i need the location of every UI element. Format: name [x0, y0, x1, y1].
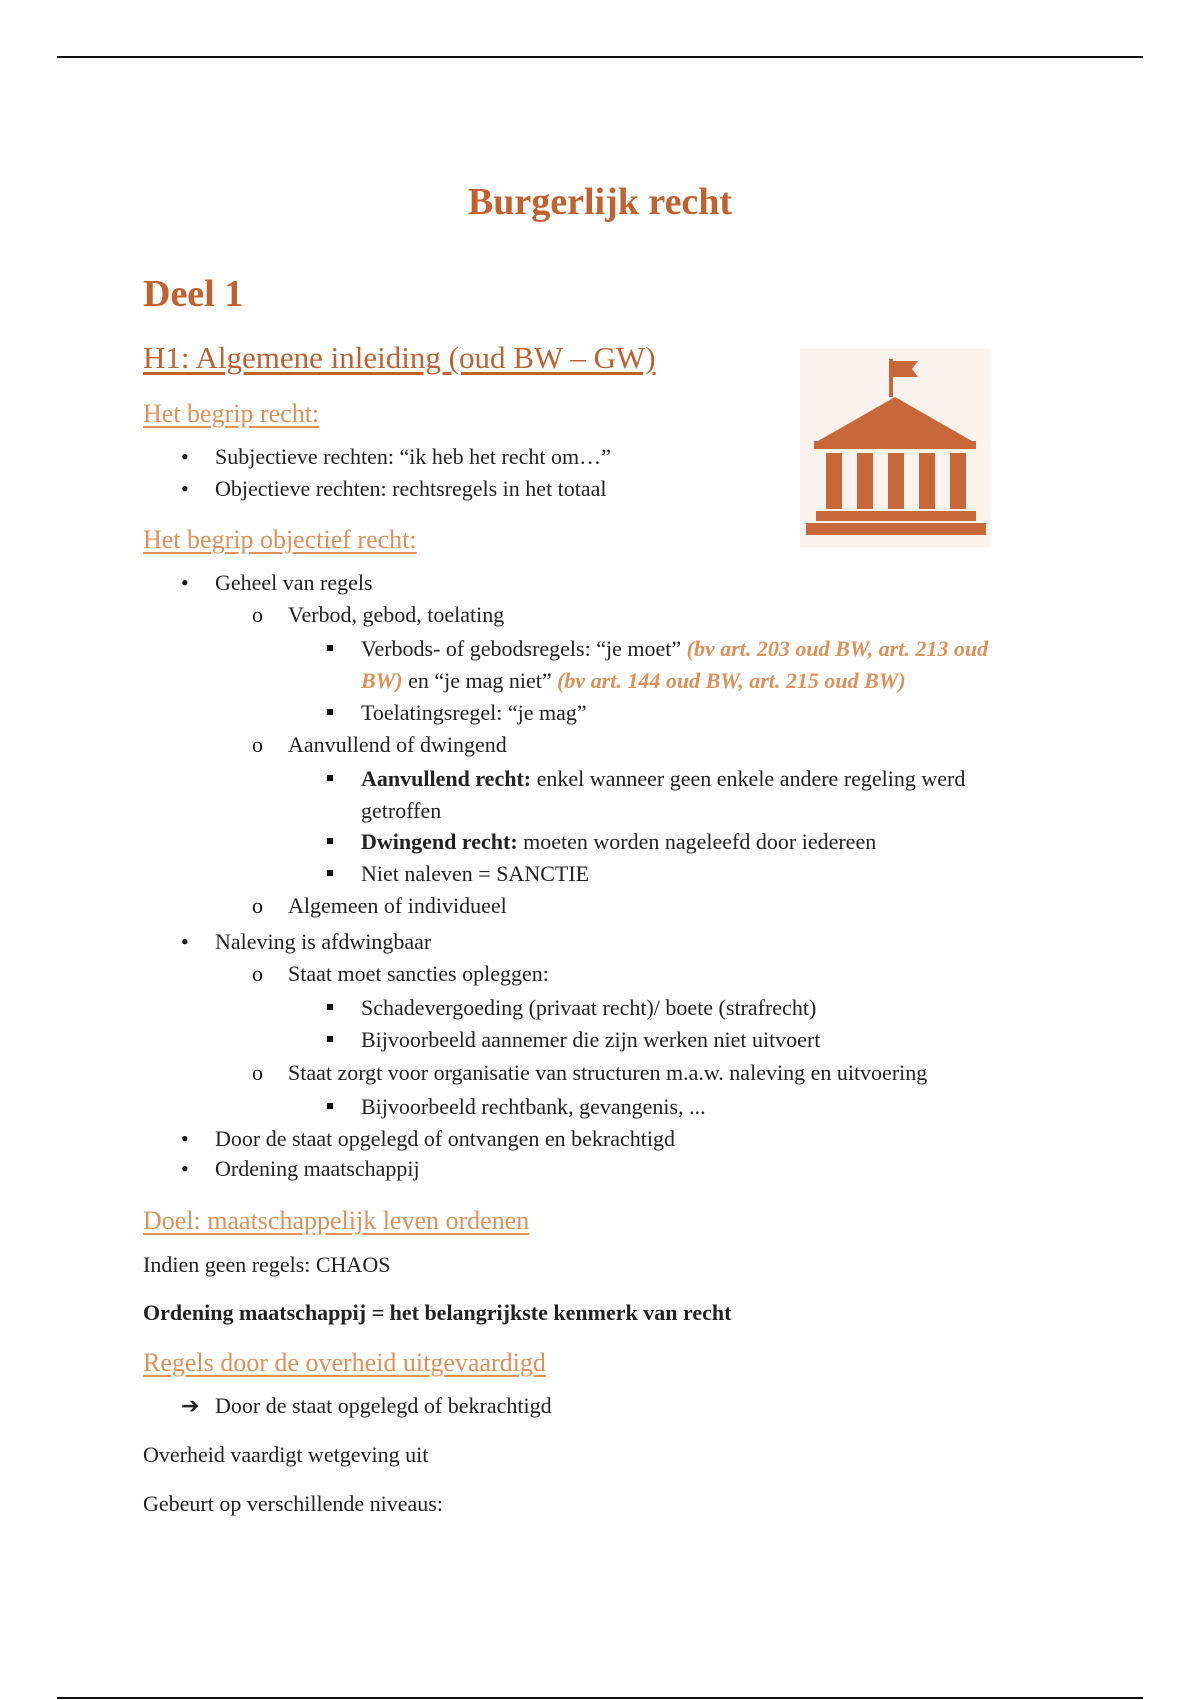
square-bullet [327, 1036, 333, 1042]
footer-rule [57, 1697, 1143, 1699]
bullet-dot: • [181, 476, 189, 501]
list-item-continuation: getroffen [361, 798, 442, 823]
square-bullet [327, 775, 333, 781]
square-bullet [327, 870, 333, 876]
section-heading-begrip-recht: Het begrip recht: [143, 399, 320, 428]
sub-bullet-ring: o [252, 893, 263, 918]
header-rule [57, 56, 1143, 58]
paragraph: Indien geen regels: CHAOS [143, 1252, 391, 1277]
list-item: Verbod, gebod, toelating [288, 602, 505, 627]
list-item-text: enkel wanneer geen enkele andere regeling werd [536, 766, 966, 791]
list-item: Geheel van regels [215, 570, 373, 595]
list-item: Naleving is afdwingbaar [215, 929, 432, 954]
article-reference: BW) [361, 668, 403, 693]
square-bullet [327, 709, 333, 715]
bullet-dot: • [181, 444, 189, 469]
section-heading-regels: Regels door de overheid uitgevaardigd [143, 1348, 546, 1377]
part-heading: Deel 1 [143, 273, 244, 315]
list-item: Objectieve rechten: rechtsregels in het totaal [215, 476, 607, 501]
list-item: Door de staat opgelegd of ontvangen en bekrachtigd [215, 1126, 676, 1151]
article-reference: (bv art. 203 oud BW, art. 213 oud [686, 636, 989, 661]
courthouse-icon [800, 349, 990, 547]
list-item [361, 636, 988, 662]
list-item: Bijvoorbeeld aannemer die zijn werken niet uitvoert [361, 1027, 821, 1052]
list-item [361, 766, 965, 792]
sub-bullet-ring: o [252, 602, 263, 627]
list-item: Aanvullend of dwingend [288, 732, 507, 757]
list-item-text: en “je mag niet” [408, 668, 552, 693]
list-item: Staat moet sancties opleggen: [288, 961, 549, 986]
section-heading-objectief-recht: Het begrip objectief recht: [143, 525, 417, 554]
list-item: Toelatingsregel: “je mag” [361, 700, 587, 725]
arrow-icon: ➔ [181, 1393, 200, 1418]
arrow-list-item: Door de staat opgelegd of bekrachtigd [215, 1393, 552, 1418]
paragraph: Overheid vaardigt wetgeving uit [143, 1442, 429, 1467]
list-item: Staat zorgt voor organisatie van structuren m.a.w. naleving en uitvoering [288, 1060, 928, 1085]
bullet-dot: • [181, 1156, 189, 1181]
list-item: Algemeen of individueel [288, 893, 507, 918]
square-bullet [327, 1103, 333, 1109]
list-item: Niet naleven = SANCTIE [361, 861, 590, 886]
key-statement: Ordening maatschappij = het belangrijkste kenmerk van recht [143, 1300, 732, 1325]
bullet-dot: • [181, 929, 189, 954]
paragraph: Gebeurt op verschillende niveaus: [143, 1491, 443, 1516]
list-item: Ordening maatschappij [215, 1156, 420, 1181]
list-item: Bijvoorbeeld rechtbank, gevangenis, ... [361, 1094, 706, 1119]
square-bullet [327, 838, 333, 844]
bullet-dot: • [181, 570, 189, 595]
chapter-heading: H1: Algemene inleiding (oud BW – GW) [143, 340, 656, 375]
square-bullet [327, 645, 333, 651]
list-item-text: moeten worden nageleefd door iedereen [523, 829, 877, 854]
list-item-continuation [361, 668, 906, 694]
sub-bullet-ring: o [252, 732, 263, 757]
sub-bullet-ring: o [252, 961, 263, 986]
list-item-text: Verbods- of gebodsregels: “je moet” [361, 636, 682, 661]
list-item [361, 829, 876, 855]
list-item: Schadevergoeding (privaat recht)/ boete (strafrecht) [361, 995, 817, 1020]
section-heading-doel: Doel: maatschappelijk leven ordenen [143, 1206, 530, 1235]
term-aanvullend-recht: Aanvullend recht: [361, 766, 532, 791]
square-bullet [327, 1004, 333, 1010]
term-dwingend-recht: Dwingend recht: [361, 829, 518, 854]
list-item: Subjectieve rechten: “ik heb het recht om…” [215, 444, 611, 469]
sub-bullet-ring: o [252, 1060, 263, 1085]
article-reference: (bv art. 144 oud BW, art. 215 oud BW) [557, 668, 906, 693]
bullet-dot: • [181, 1126, 189, 1151]
document-title: Burgerlijk recht [467, 181, 733, 223]
